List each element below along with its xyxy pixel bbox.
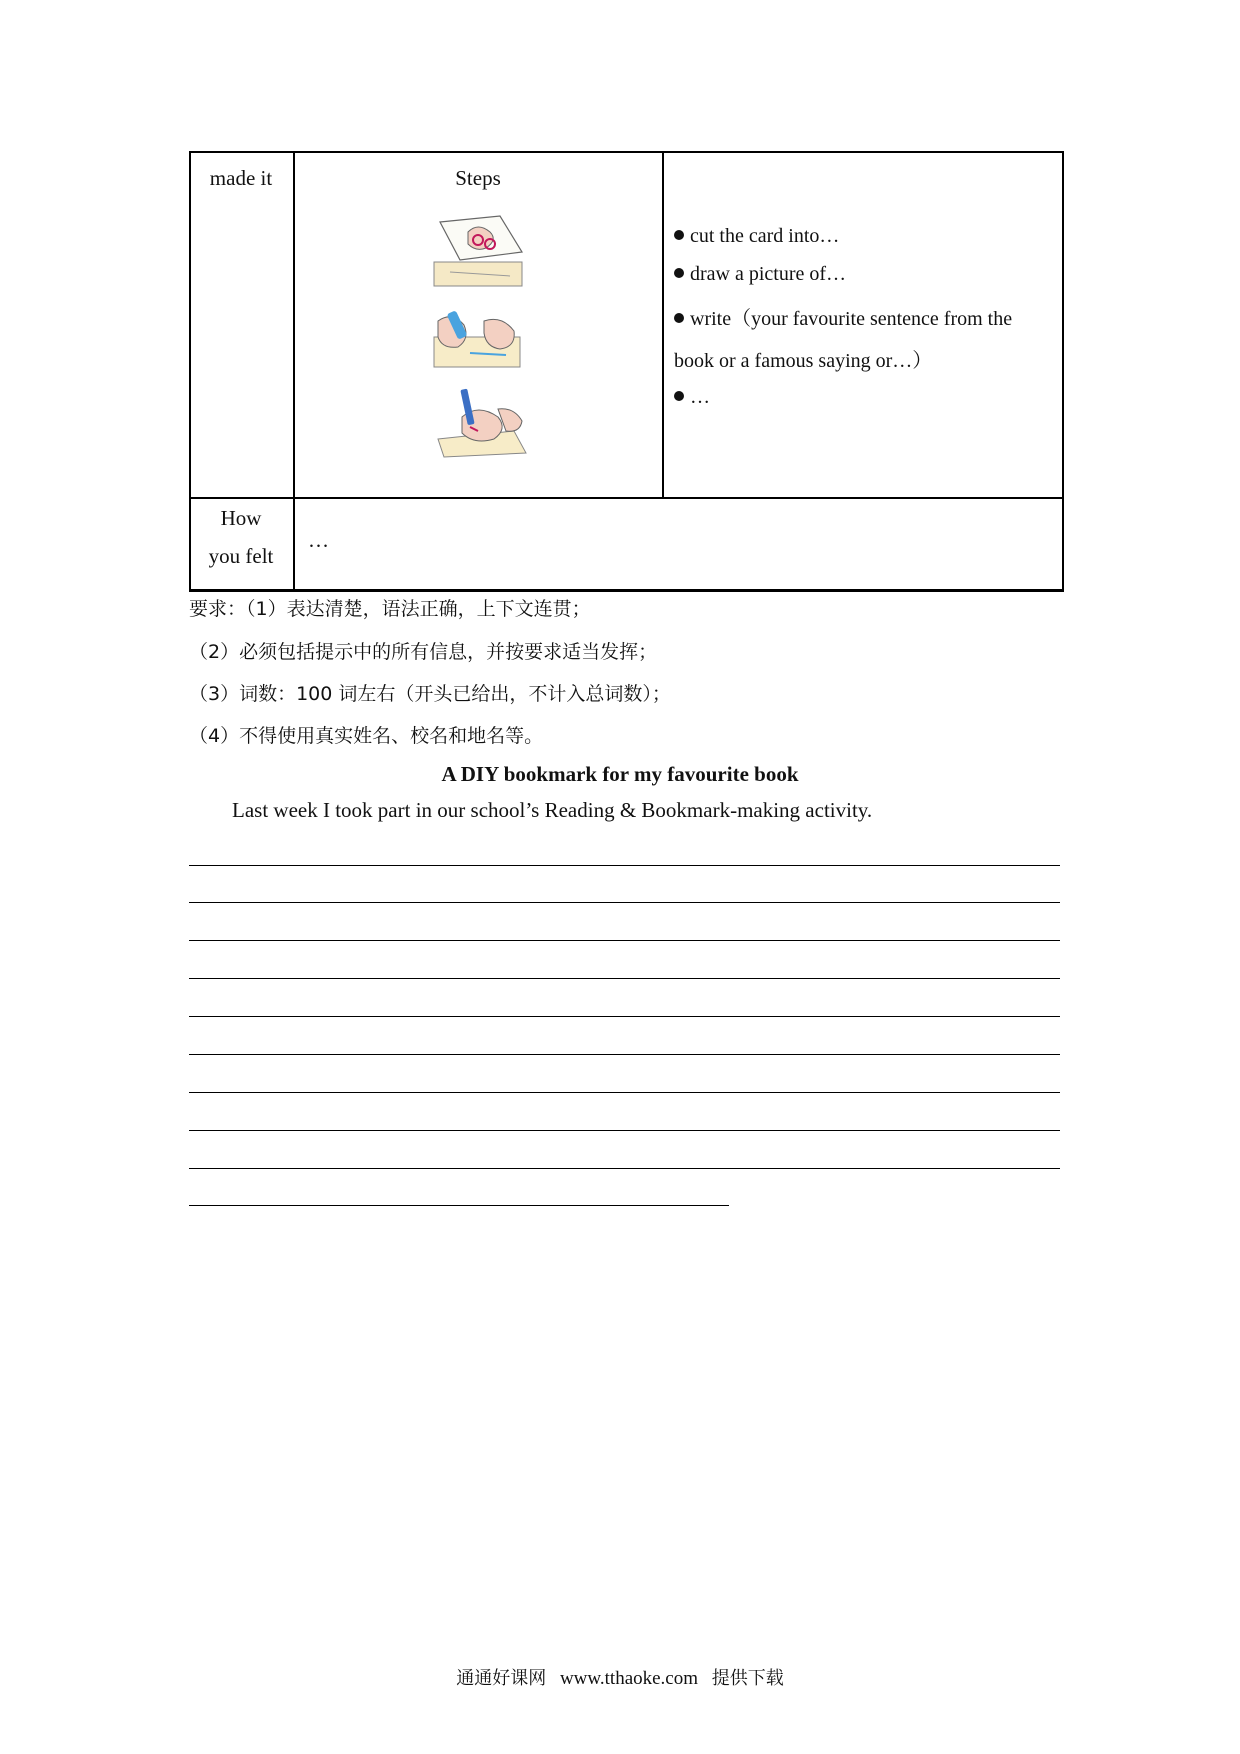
writing-line[interactable] bbox=[189, 940, 1060, 941]
writing-line[interactable] bbox=[189, 1168, 1060, 1169]
essay-opening: Last week I took part in our school’s Reading & Bookmark-making activity. bbox=[232, 798, 873, 822]
table-row-divider bbox=[189, 497, 1064, 499]
bullet-dot-icon bbox=[674, 268, 684, 278]
writing-line-last[interactable] bbox=[189, 1205, 729, 1206]
writing-line[interactable] bbox=[189, 902, 1060, 903]
hands-drawing-on-card-icon bbox=[428, 307, 528, 373]
writing-line[interactable] bbox=[189, 865, 1060, 866]
hand-writing-on-card-icon bbox=[434, 387, 530, 459]
footer-right-text: 提供下载 bbox=[711, 1668, 784, 1689]
table-col-divider-2 bbox=[662, 151, 664, 499]
writing-line[interactable] bbox=[189, 1054, 1060, 1055]
row-label-you-felt: you felt bbox=[208, 544, 274, 568]
requirement-2: （2）必须包括提示中的所有信息，并按要求适当发挥； bbox=[189, 641, 658, 663]
feelings-content: … bbox=[308, 528, 329, 552]
bullet-dot-icon bbox=[674, 313, 684, 323]
table-border-right bbox=[1062, 151, 1064, 592]
table-border-top bbox=[189, 151, 1064, 153]
essay-title: A DIY bookmark for my favourite book bbox=[441, 762, 799, 786]
writing-line[interactable] bbox=[189, 1092, 1060, 1093]
row-label-made-it: made it bbox=[209, 166, 273, 190]
page-footer bbox=[0, 1664, 1240, 1690]
table-border-bottom bbox=[189, 589, 1064, 592]
requirement-4: （4）不得使用真实姓名、校名和地名等。 bbox=[189, 725, 544, 747]
hint-bullet-draw: draw a picture of… bbox=[674, 263, 846, 286]
bullet-dot-icon bbox=[674, 230, 684, 240]
hint-bullet-more: … bbox=[674, 386, 710, 409]
footer-site-link[interactable]: www.tthaoke.com bbox=[559, 1668, 699, 1689]
hands-cutting-card-icon bbox=[430, 212, 530, 292]
footer-left-text: 通通好课网 bbox=[456, 1668, 547, 1689]
hint-bullet-write: write（your favourite sentence from the bbox=[674, 302, 1012, 331]
requirement-1: 要求：（1）表达清楚，语法正确，上下文连贯； bbox=[189, 598, 591, 620]
writing-line[interactable] bbox=[189, 1130, 1060, 1131]
writing-line[interactable] bbox=[189, 1016, 1060, 1017]
requirement-3: （3）词数：100 词左右（开头已给出，不计入总词数）； bbox=[189, 683, 671, 705]
hint-bullet-cut: cut the card into… bbox=[674, 225, 839, 248]
table-col-divider-1 bbox=[293, 151, 295, 592]
writing-line[interactable] bbox=[189, 978, 1060, 979]
bullet-dot-icon bbox=[674, 391, 684, 401]
hint-table bbox=[189, 151, 1064, 591]
hint-bullet-write-continued: book or a famous saying or…） bbox=[674, 350, 933, 372]
row-label-how: How bbox=[220, 506, 262, 530]
steps-heading: Steps bbox=[455, 166, 501, 190]
